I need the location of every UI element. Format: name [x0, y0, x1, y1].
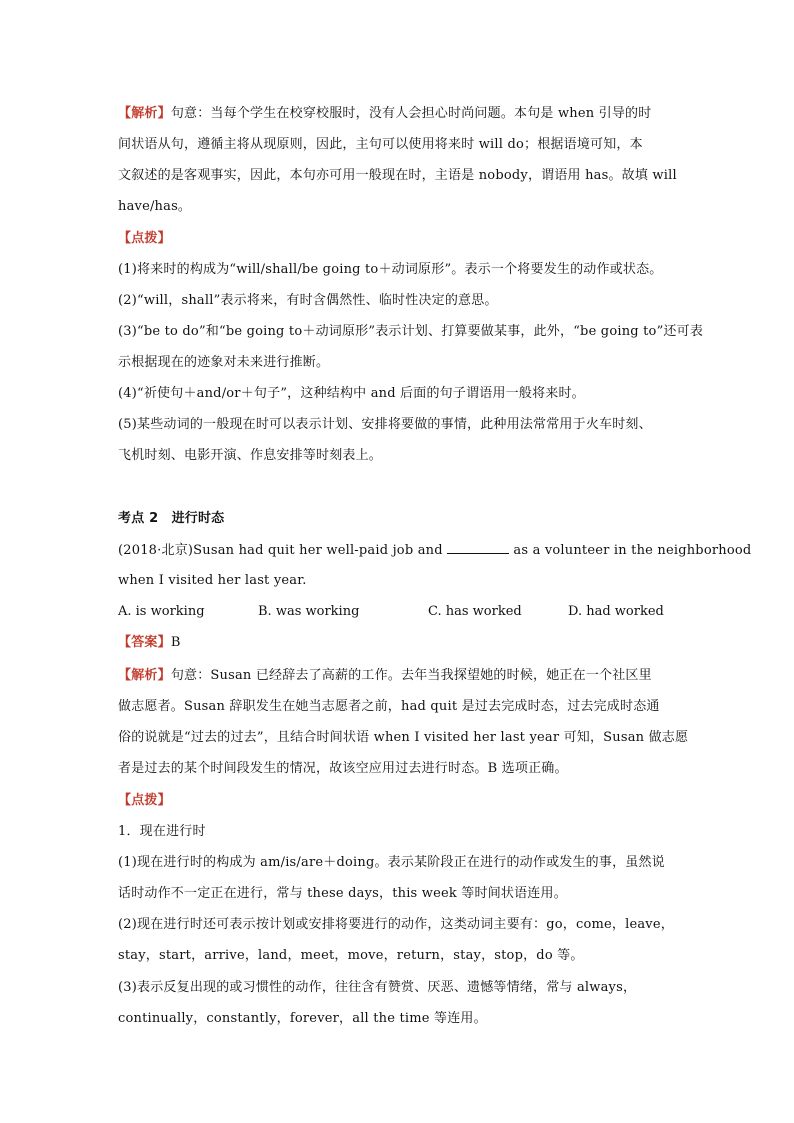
tip-line-3: (3)“be to do”和“be going to＋动词原形”表示计划、打算要做某事，此外，“be going to”还可表 [118, 324, 704, 339]
analysis2-line-1: 【解析】句意：Susan 已经辞去了高薪的工作。去年当我探望她的时候，她正在一个社区里 [118, 668, 652, 683]
tip2-line-5: (3)表示反复出现的或习惯性的动作，往往含有赞赏、厌恶、遗憾等情绪，常与 always， [118, 980, 637, 995]
analysis2-label: 【解析】 [118, 668, 171, 683]
option-a: A. is working [118, 604, 205, 619]
answer-blank [447, 541, 509, 554]
analysis-line-3: 文叙述的是客观事实，因此，本句亦可用一般现在时，主语是 nobody，谓语用 has。故填 will [118, 168, 677, 183]
tip2-line-2: 话时动作不一定正在进行，常与 these days，this week 等时间状语连用。 [118, 886, 567, 901]
section-title: 考点 2 进行时态 [118, 511, 225, 526]
tips2-subtitle: 1．现在进行时 [118, 824, 206, 839]
tip-line-2: (2)“will，shall”表示将来，有时含偶然性、临时性决定的意思。 [118, 293, 498, 308]
answer-label: 【答案】 [118, 635, 171, 650]
question-line-1: (2018·北京)Susan had quit her well-paid job and as a volunteer in the neighborhood [118, 543, 752, 558]
analysis2-line-2: 做志愿者。Susan 辞职发生在她当志愿者之前，had quit 是过去完成时态，过去完成时态通 [118, 699, 660, 714]
analysis-label: 【解析】 [118, 106, 171, 121]
answer-line [118, 634, 678, 652]
tip2-line-6: continually，constantly，forever，all the time 等连用。 [118, 1011, 487, 1026]
option-d: D. had worked [568, 604, 664, 619]
tip-line-5: (4)“祈使句＋and/or＋句子”，这种结构中 and 后面的句子谓语用一般将来时。 [118, 386, 585, 401]
tip-line-6: (5)某些动词的一般现在时可以表示计划、安排将要做的事情，此种用法常常用于火车时刻、 [118, 417, 652, 432]
answer-value: B [170, 635, 181, 650]
analysis2-line-3: 俗的说就是“过去的过去”，且结合时间状语 when I visited her last year 可知，Susan 做志愿 [118, 730, 689, 745]
question-line-2: when I visited her last year. [118, 573, 307, 588]
tip2-line-1: (1)现在进行时的构成为 am/is/are＋doing。表示某阶段正在进行的动作或发生的事，虽然说 [118, 855, 665, 870]
tip2-line-4: stay，start，arrive，land，meet，move，return，stay，stop，do 等。 [118, 948, 584, 963]
tip2-line-3: (2)现在进行时还可表示按计划或安排将要进行的动作，这类动词主要有：go，come，leave， [118, 917, 674, 932]
tips2-label: 【点拨】 [118, 793, 171, 808]
analysis-line-2: 间状语从句，遵循主将从现原则，因此，主句可以使用将来时 will do；根据语境可知，本 [118, 137, 643, 152]
analysis-line-4: have/has。 [118, 199, 192, 214]
option-b: B. was working [258, 604, 360, 619]
tip-line-4: 示根据现在的迹象对未来进行推断。 [118, 355, 330, 370]
tip-line-7: 飞机时刻、电影开演、作息安排等时刻表上。 [118, 448, 383, 463]
analysis2-line-4: 者是过去的某个时间段发生的情况，故该空应用过去进行时态。B 选项正确。 [118, 761, 568, 776]
tips-label: 【点拨】 [118, 231, 171, 246]
tip-line-1: (1)将来时的构成为“will/shall/be going to＋动词原形”。表示一个将要发生的动作或状态。 [118, 262, 663, 277]
option-c: C. has worked [428, 604, 522, 619]
analysis-line-1: 【解析】句意：当每个学生在校穿校服时，没有人会担心时尚问题。本句是 when 引导的时 [118, 106, 652, 121]
